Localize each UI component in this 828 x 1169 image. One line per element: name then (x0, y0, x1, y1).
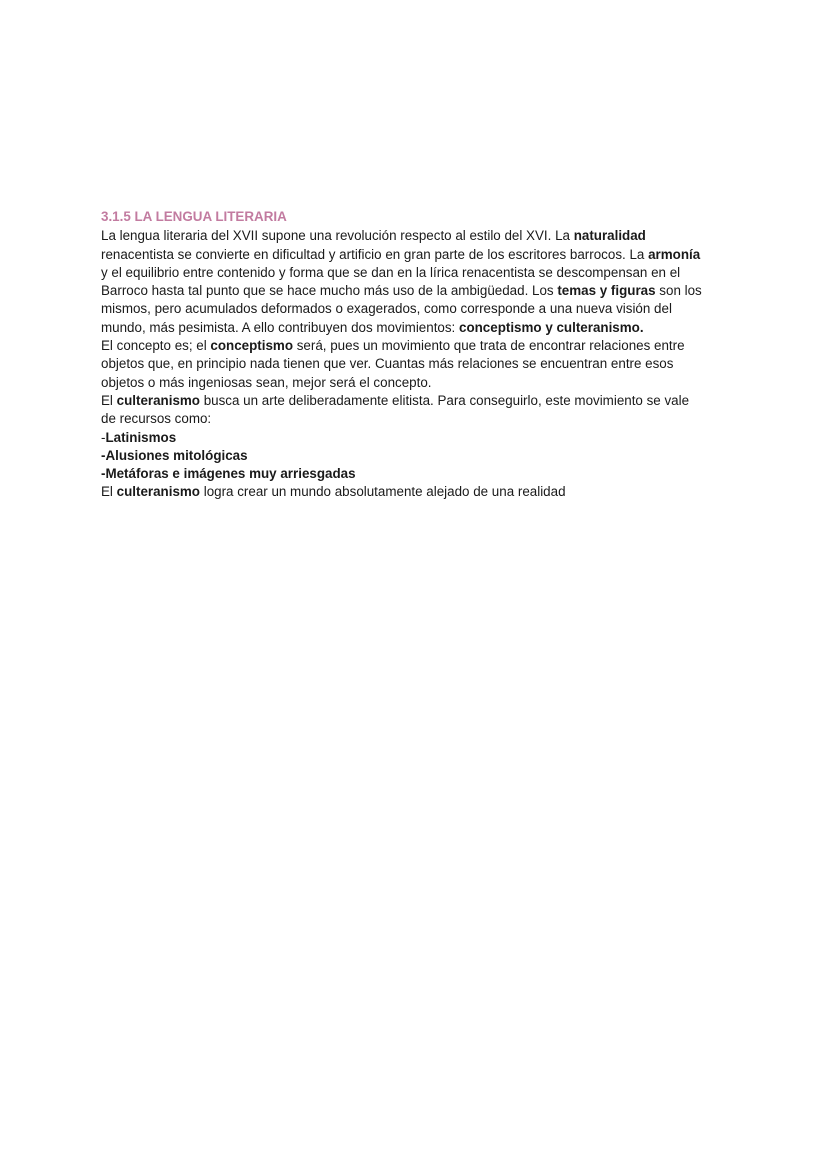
text-line (101, 246, 741, 264)
bold-term-culteranismo: culteranismo (116, 484, 200, 500)
bold-term-temas-figuras: temas y figuras (557, 283, 656, 299)
list-item (101, 465, 741, 483)
section-heading: 3.1.5 LA LENGUA LITERARIA (101, 209, 287, 224)
text-line (101, 227, 741, 245)
bold-term-conceptismo: conceptismo (210, 338, 294, 354)
text-line (101, 392, 741, 410)
text-run: son los (655, 283, 702, 299)
text-run: renacentista se convierte en dificultad y artificio en gran parte de los escritores barrocos. La (101, 246, 649, 262)
document-body (101, 208, 741, 502)
list-dash: - (101, 429, 106, 445)
list-item-latinismos: Latinismos (105, 429, 177, 445)
paragraph-conceptismo (101, 337, 741, 392)
text-line: de recursos como: (101, 411, 212, 427)
text-run: La lengua literaria del XVII supone una revolución respecto al estilo del XVI. La (101, 228, 574, 244)
text-run: El (101, 484, 117, 500)
text-run: El (101, 392, 117, 408)
bold-term-movimientos: conceptismo y culteranismo. (459, 319, 644, 335)
text-line: mismos, pero acumulados deformados o exagerados, como corresponde a una nueva visión del (101, 301, 672, 317)
text-run: Barroco hasta tal punto que se hace mucho más uso de la ambigüedad. Los (101, 283, 558, 299)
text-run: será, pues un movimiento que trata de encontrar relaciones entre (293, 338, 685, 354)
bold-term-armonia: armonía (648, 246, 701, 262)
text-line (101, 483, 741, 501)
text-line: objetos o más ingeniosas sean, mejor será el concepto. (101, 374, 432, 390)
bold-term-naturalidad: naturalidad (573, 228, 646, 244)
resources-list (101, 429, 741, 484)
text-line: y el equilibrio entre contenido y forma que se dan en la lírica renacentista se descompensan en el (101, 264, 681, 280)
text-line (101, 319, 741, 337)
text-run: El concepto es; el (101, 338, 211, 354)
list-item-alusiones: -Alusiones mitológicas (101, 447, 248, 463)
list-item (101, 429, 741, 447)
text-run: busca un arte deliberadamente elitista. Para conseguirlo, este movimiento se vale (200, 392, 690, 408)
text-line (101, 337, 741, 355)
text-line: objetos que, en principio nada tienen que ver. Cuantas más relaciones se encuentran entre esos (101, 356, 674, 372)
paragraph-conclusion (101, 483, 741, 501)
text-run: logra crear un mundo absolutamente alejado de una realidad (200, 484, 566, 500)
bold-term-culteranismo: culteranismo (116, 392, 200, 408)
paragraph-lengua-literaria (101, 227, 741, 337)
text-line (101, 282, 741, 300)
text-run: mundo, más pesimista. A ello contribuyen dos movimientos: (101, 319, 459, 335)
list-item (101, 447, 741, 465)
list-item-metaforas: -Metáforas e imágenes muy arriesgadas (101, 466, 356, 482)
paragraph-culteranismo (101, 392, 741, 429)
